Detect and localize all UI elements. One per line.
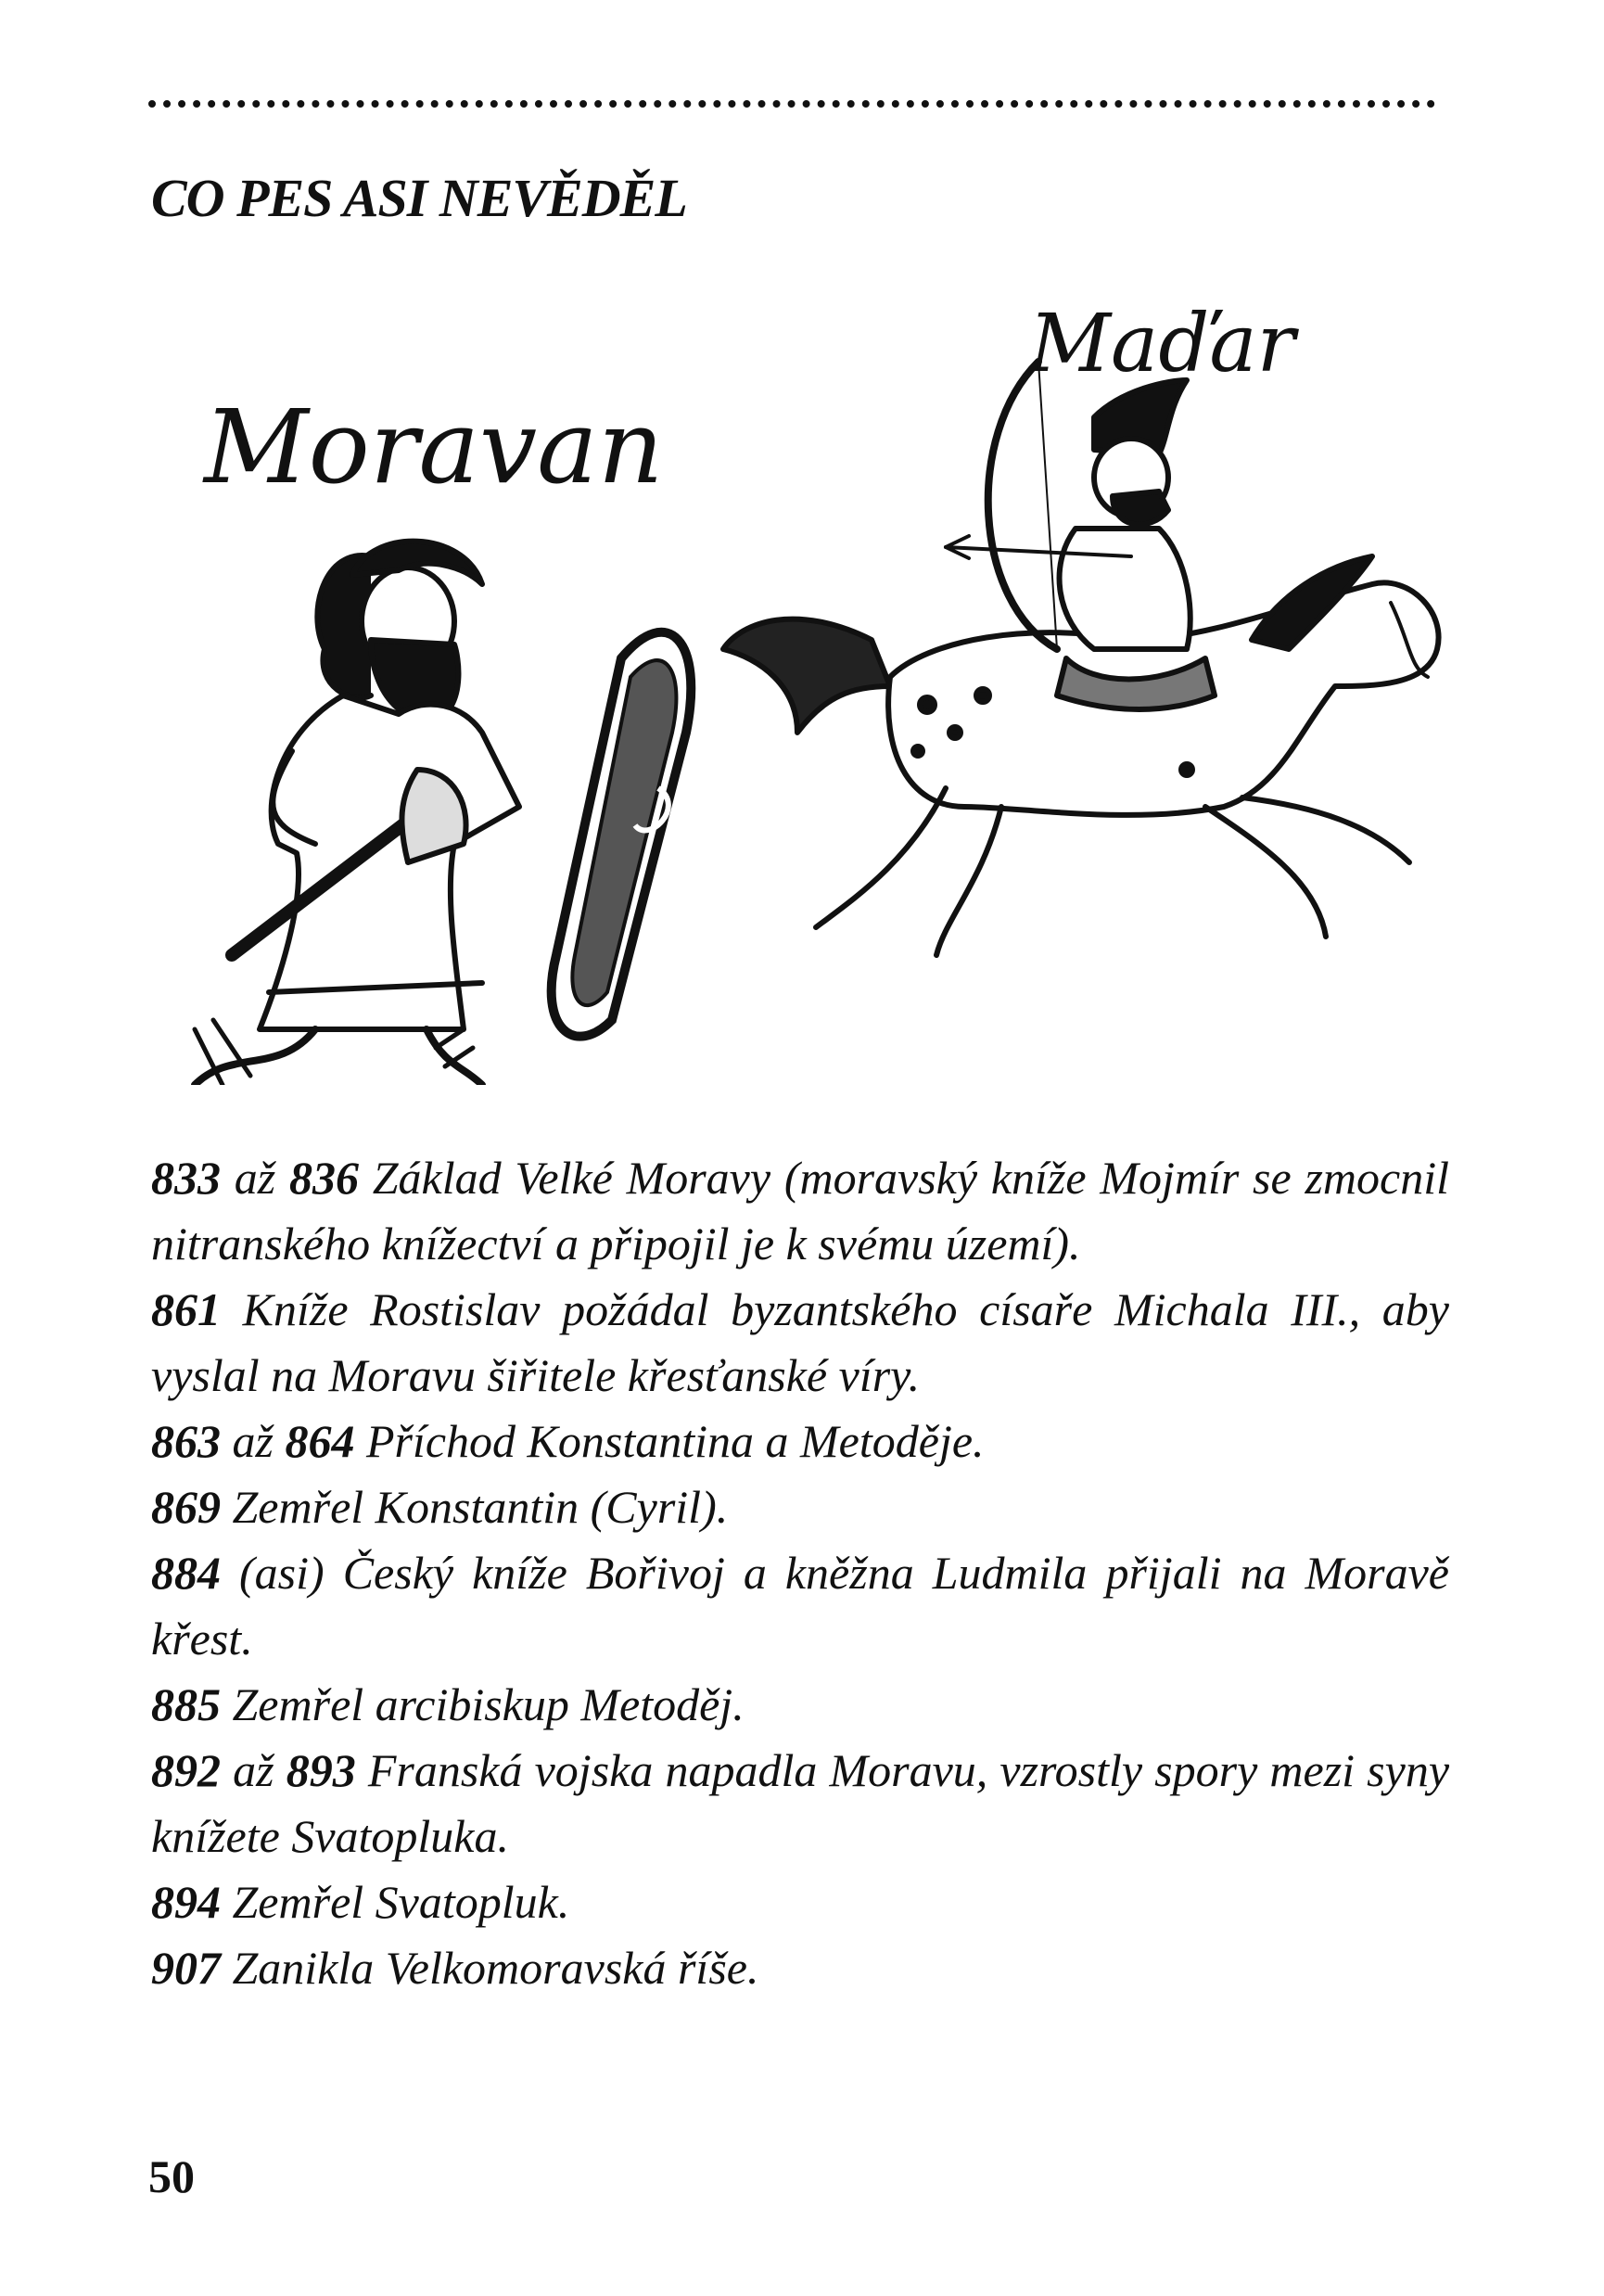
timeline-entry: [151, 1277, 1449, 1409]
timeline-year: 907: [151, 1942, 221, 1994]
timeline-year: 869: [151, 1481, 221, 1533]
timeline-year: 863: [151, 1415, 221, 1467]
timeline-entry: [151, 1672, 1449, 1738]
page-number: 50: [148, 2150, 195, 2202]
timeline-entry: [151, 1738, 1449, 1869]
timeline-list: [151, 1145, 1449, 2001]
timeline-entry: [151, 1145, 1449, 1277]
page-heading: CO PES ASI NEVĚDĚL: [151, 168, 687, 228]
shield-figure: [552, 632, 692, 1037]
label-moravan: Moravan: [204, 388, 664, 506]
timeline-text: Zemřel Svatopluk.: [232, 1876, 570, 1928]
timeline-text: Franská vojska napadla Moravu, vzrostly spory mezi syny knížete Svatopluka.: [151, 1744, 1450, 1862]
dotted-divider: [148, 100, 1435, 108]
timeline-entry: [151, 1474, 1449, 1540]
timeline-text: Zemřel arcibiskup Metoděj.: [232, 1678, 745, 1730]
timeline-year: 892: [151, 1744, 221, 1796]
timeline-year: 833: [151, 1152, 221, 1204]
timeline-year: 894: [151, 1876, 221, 1928]
timeline-year: 864: [285, 1415, 355, 1467]
timeline-text: (asi) Český kníže Bořivoj a kněžna Ludmila přijali na Moravě křest.: [151, 1547, 1450, 1665]
timeline-sep: až: [232, 1415, 274, 1467]
timeline-year: 893: [286, 1744, 356, 1796]
timeline-text: Příchod Konstantina a Metoděje.: [365, 1415, 985, 1467]
timeline-year: 836: [288, 1152, 359, 1204]
moravian-warrior-figure: [195, 542, 519, 1085]
timeline-entry: [151, 1409, 1449, 1474]
timeline-sep: až: [233, 1744, 274, 1796]
timeline-year: 884: [151, 1547, 221, 1599]
timeline-sep: až: [234, 1152, 276, 1204]
illustration-drawing: [93, 250, 1576, 1085]
timeline-year: 885: [151, 1678, 221, 1730]
timeline-year: 861: [151, 1283, 221, 1335]
timeline-text: Zanikla Velkomoravská říše.: [232, 1942, 759, 1994]
label-madar: Maďar: [1029, 298, 1295, 390]
illustration: [93, 250, 1576, 1085]
timeline-text: Kníže Rostislav požádal byzantského císaře Michala III., aby vyslal na Moravu šiřitele křesťanské víry.: [151, 1283, 1449, 1401]
timeline-text: Zemřel Konstantin (Cyril).: [232, 1481, 729, 1533]
timeline-entry: [151, 1935, 1449, 2001]
timeline-entry: [151, 1869, 1449, 1935]
timeline-entry: [151, 1540, 1449, 1672]
timeline-text: Základ Velké Moravy (moravský kníže Mojmír se zmocnil nitranského knížectví a připojil je k svému území).: [151, 1152, 1449, 1269]
